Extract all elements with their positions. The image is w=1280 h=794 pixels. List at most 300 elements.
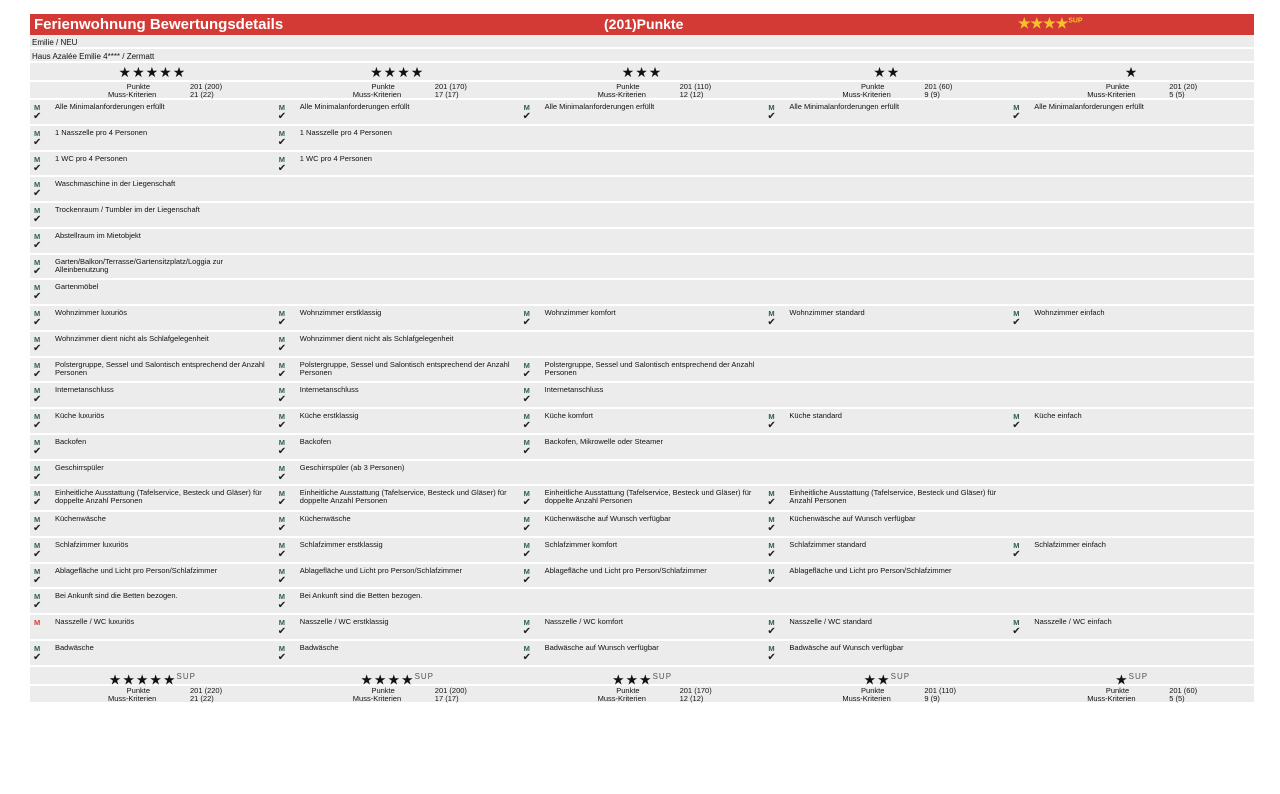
criteria-cell — [764, 461, 1009, 485]
checkmark-icon: ✔ — [33, 239, 42, 251]
criteria-label: Badwäsche — [55, 642, 94, 652]
mandatory-marker: M — [34, 643, 41, 653]
points-value: 201 (60) 5 (5) — [1169, 685, 1198, 703]
superior-marker: SUP — [414, 671, 435, 681]
checkmark-icon: ✔ — [277, 162, 287, 174]
checkmark-icon: ✔ — [1012, 111, 1021, 122]
mandatory-marker: M — [278, 643, 286, 653]
mandatory-marker: M — [34, 515, 41, 524]
checkmark-icon: ✔ — [33, 214, 42, 225]
checkmark-icon: ✔ — [33, 471, 42, 483]
criteria-cell — [275, 615, 520, 639]
checkmark-icon: ✔ — [277, 394, 287, 406]
star-rating-1-stars — [1009, 667, 1254, 688]
criteria-cell — [275, 280, 520, 304]
criteria-row — [30, 383, 1254, 409]
criteria-label: Einheitliche Ausstattung (Tafelservice, Besteck und Gläser) für doppelte Anzahl Personen — [55, 488, 262, 506]
mandatory-marker: M — [34, 154, 41, 164]
criteria-cell — [30, 564, 275, 588]
criteria-label: Backofen — [299, 436, 332, 446]
criteria-cell — [1009, 332, 1254, 356]
criteria-cell — [520, 564, 765, 588]
star-rating-2-stars — [764, 63, 1009, 80]
criteria-cell — [1009, 280, 1254, 304]
object-owner: Emilie / NEU — [30, 35, 1254, 49]
criteria-cell — [275, 435, 520, 459]
criteria-cell — [275, 203, 520, 227]
superior-marker: SUP — [1068, 17, 1083, 25]
criteria-label: Wohnzimmer komfort — [544, 308, 616, 317]
criteria-cell — [764, 538, 1009, 562]
criteria-cell — [764, 126, 1009, 150]
criteria-row — [30, 306, 1254, 332]
points-value: 201 (200) 21 (22) — [190, 82, 223, 99]
criteria-cell — [30, 152, 275, 176]
star-rating-3-stars — [520, 667, 765, 688]
criteria-cell — [520, 641, 765, 665]
checkmark-icon: ✔ — [767, 626, 776, 637]
star-rating-4-stars — [275, 667, 520, 688]
criteria-label: Schlafzimmer einfach — [1034, 539, 1106, 549]
current-rating-stars — [1018, 15, 1083, 32]
criteria-label: Küchenwäsche — [299, 514, 351, 523]
checkmark-icon: ✔ — [522, 445, 531, 457]
criteria-label: Ablagefläche und Licht pro Person/Schlafzimmer — [55, 565, 218, 575]
mandatory-marker: M — [523, 643, 530, 653]
points-summary — [275, 82, 520, 98]
star-icons: ★★★★★ — [108, 671, 177, 688]
criteria-cell — [764, 306, 1009, 330]
star-icons: ★ — [1115, 671, 1129, 688]
criteria-cell — [275, 152, 520, 176]
star-rating-1-stars — [1009, 63, 1254, 80]
checkmark-icon: ✔ — [33, 368, 42, 380]
criteria-cell — [520, 615, 765, 639]
checkmark-icon: ✔ — [33, 162, 42, 174]
checkmark-icon: ✔ — [33, 317, 42, 328]
criteria-label: Ablagefläche und Licht pro Person/Schlafzimmer — [789, 565, 952, 575]
checkmark-icon: ✔ — [277, 497, 287, 509]
criteria-cell — [30, 306, 275, 330]
criteria-row — [30, 589, 1254, 615]
criteria-label: Wohnzimmer dient nicht als Schlafgelegenheit — [299, 333, 454, 343]
mandatory-marker: M — [34, 592, 41, 602]
superior-marker: SUP — [1128, 671, 1149, 681]
criteria-label: Alle Minimalanforderungen erfüllt — [544, 102, 655, 111]
criteria-cell — [520, 177, 765, 201]
mandatory-marker: M — [278, 103, 286, 112]
criteria-label: Nasszelle / WC standard — [789, 617, 872, 626]
criteria-label: Wohnzimmer einfach — [1034, 308, 1105, 317]
criteria-label: Backofen, Mikrowelle oder Steamer — [544, 436, 663, 446]
criteria-cell — [520, 461, 765, 485]
mandatory-marker: M — [523, 515, 530, 524]
criteria-cell — [275, 409, 520, 433]
checkmark-icon: ✔ — [33, 548, 42, 560]
criteria-row — [30, 280, 1254, 306]
criteria-cell — [30, 358, 275, 382]
checkmark-icon: ✔ — [522, 368, 531, 380]
criteria-cell — [275, 229, 520, 253]
criteria-row — [30, 152, 1254, 178]
mandatory-marker: M — [34, 566, 41, 576]
criteria-cell — [1009, 512, 1254, 536]
criteria-label: Schlafzimmer luxuriös — [55, 539, 129, 549]
criteria-label: 1 WC pro 4 Personen — [299, 153, 372, 163]
checkmark-icon: ✔ — [522, 574, 531, 586]
criteria-cell — [1009, 100, 1254, 124]
checkmark-icon: ✔ — [33, 600, 42, 612]
checkmark-icon: ✔ — [522, 394, 531, 406]
superior-marker: SUP — [176, 671, 196, 681]
star-icons: ★★★★ — [360, 671, 415, 688]
criteria-label: Geschirrspüler — [55, 462, 104, 472]
points-summary — [764, 686, 1009, 702]
criteria-cell — [275, 589, 520, 613]
criteria-cell — [1009, 306, 1254, 330]
criteria-label: Küchenwäsche — [55, 514, 106, 523]
criteria-label: Trockenraum / Tumbler im der Liegenschaft — [55, 205, 200, 214]
mandatory-marker: M — [34, 283, 41, 293]
criteria-cell — [275, 255, 520, 279]
criteria-label: Küche standard — [789, 411, 842, 420]
mandatory-marker: M — [768, 489, 775, 499]
criteria-label: Wohnzimmer luxuriös — [55, 308, 127, 317]
mandatory-marker: M — [768, 643, 775, 653]
points-value: 201 (220) 21 (22) — [190, 685, 223, 703]
star-icons: ★★★ — [621, 64, 663, 80]
mandatory-marker: M — [278, 386, 286, 396]
checkmark-icon: ✔ — [277, 368, 287, 380]
criteria-label: Garten/Balkon/Terrasse/Gartensitzplatz/Loggia zur Alleinbenutzung — [55, 256, 223, 274]
points-value: 201 (200) 17 (17) — [434, 685, 467, 703]
mandatory-marker: M — [34, 618, 41, 627]
checkmark-icon: ✔ — [277, 317, 287, 328]
top-star-row — [30, 63, 1254, 82]
criteria-row — [30, 100, 1254, 126]
criteria-cell — [30, 229, 275, 253]
points-value: 201 (110) 9 (9) — [924, 685, 956, 703]
criteria-cell — [1009, 461, 1254, 485]
criteria-label: Küche einfach — [1034, 411, 1082, 420]
criteria-cell — [520, 435, 765, 459]
points-label: Punkte Muss-Kriterien — [108, 82, 157, 99]
checkmark-icon: ✔ — [767, 420, 776, 431]
mandatory-marker: M — [768, 515, 775, 524]
criteria-row — [30, 486, 1254, 512]
criteria-row — [30, 358, 1254, 384]
criteria-cell — [30, 332, 275, 356]
mandatory-marker: M — [278, 128, 286, 138]
criteria-cell — [1009, 126, 1254, 150]
points-value: 201 (170) 17 (17) — [434, 82, 467, 99]
criteria-cell — [1009, 538, 1254, 562]
criteria-cell — [764, 100, 1009, 124]
criteria-cell — [1009, 177, 1254, 201]
criteria-cell — [1009, 435, 1254, 459]
mandatory-marker: M — [523, 360, 530, 370]
star-rating-2-stars — [764, 667, 1009, 688]
mandatory-marker: M — [1013, 412, 1020, 421]
criteria-cell — [520, 512, 765, 536]
checkmark-icon: ✔ — [277, 626, 287, 637]
criteria-cell — [30, 486, 275, 510]
criteria-label: Badwäsche — [299, 642, 339, 652]
mandatory-marker: M — [278, 154, 286, 164]
criteria-cell — [275, 332, 520, 356]
checkmark-icon: ✔ — [277, 342, 287, 354]
criteria-label: Schlafzimmer standard — [789, 539, 867, 549]
criteria-cell — [275, 641, 520, 665]
checkmark-icon: ✔ — [522, 420, 531, 431]
criteria-cell — [764, 255, 1009, 279]
mandatory-marker: M — [34, 206, 41, 215]
criteria-cell — [520, 332, 765, 356]
mandatory-marker: M — [278, 540, 286, 550]
criteria-label: Badwäsche auf Wunsch verfügbar — [544, 642, 659, 652]
star-icons: ★★★★★ — [118, 64, 187, 80]
criteria-row — [30, 177, 1254, 203]
checkmark-icon: ✔ — [33, 136, 42, 148]
criteria-cell — [1009, 589, 1254, 613]
criteria-cell — [764, 383, 1009, 407]
criteria-cell — [1009, 358, 1254, 382]
criteria-cell — [1009, 409, 1254, 433]
mandatory-marker: M — [34, 309, 41, 318]
mandatory-marker: M — [278, 334, 286, 344]
criteria-label: Küchenwäsche auf Wunsch verfügbar — [789, 514, 916, 523]
checkmark-icon: ✔ — [1012, 548, 1021, 560]
criteria-cell — [1009, 152, 1254, 176]
criteria-cell — [30, 512, 275, 536]
mandatory-marker: M — [34, 257, 41, 267]
criteria-cell — [764, 177, 1009, 201]
criteria-label: Alle Minimalanforderungen erfüllt — [55, 102, 165, 111]
points-summary — [275, 686, 520, 702]
checkmark-icon: ✔ — [33, 420, 42, 431]
criteria-cell — [30, 615, 275, 639]
criteria-label: Schlafzimmer komfort — [544, 539, 618, 549]
criteria-cell — [764, 512, 1009, 536]
points-label: Punkte Muss-Kriterien — [597, 685, 646, 703]
criteria-cell — [520, 306, 765, 330]
criteria-row — [30, 615, 1254, 641]
checkmark-icon: ✔ — [1012, 626, 1021, 637]
mandatory-marker: M — [278, 437, 286, 447]
criteria-cell — [275, 306, 520, 330]
criteria-cell — [1009, 615, 1254, 639]
criteria-cell — [764, 641, 1009, 665]
criteria-label: Alle Minimalanforderungen erfüllt — [1034, 102, 1144, 111]
star-rating-3-stars — [520, 63, 765, 80]
checkmark-icon: ✔ — [277, 471, 287, 483]
criteria-cell — [30, 383, 275, 407]
mandatory-marker: M — [523, 566, 530, 576]
criteria-label: Einheitliche Ausstattung (Tafelservice, Besteck und Gläser) für doppelte Anzahl Personen — [299, 488, 507, 506]
criteria-cell — [275, 100, 520, 124]
mandatory-marker: M — [278, 618, 286, 627]
criteria-cell — [764, 564, 1009, 588]
criteria-label: Nasszelle / WC einfach — [1034, 617, 1112, 626]
points-summary — [520, 686, 765, 702]
criteria-cell — [275, 126, 520, 150]
checkmark-icon: ✔ — [33, 445, 42, 457]
criteria-cell — [520, 589, 765, 613]
checkmark-icon: ✔ — [33, 342, 42, 354]
checkmark-icon: ✔ — [522, 548, 531, 560]
criteria-cell — [520, 229, 765, 253]
mandatory-marker: M — [278, 489, 286, 499]
star-icons: ★★★ — [611, 671, 653, 688]
criteria-cell — [30, 589, 275, 613]
mandatory-marker: M — [278, 360, 286, 370]
criteria-label: Wohnzimmer standard — [789, 308, 865, 317]
points-summary — [1009, 686, 1254, 702]
criteria-label: Badwäsche auf Wunsch verfügbar — [789, 642, 904, 652]
rating-star-icons: ★★★★ — [1018, 15, 1069, 31]
star-rating-4-stars — [275, 63, 520, 80]
criteria-cell — [1009, 255, 1254, 279]
points-summary — [1009, 82, 1254, 98]
checkmark-icon: ✔ — [767, 548, 776, 560]
checkmark-icon: ✔ — [767, 651, 776, 663]
points-label: Punkte Muss-Kriterien — [842, 82, 891, 99]
criteria-cell — [275, 486, 520, 510]
criteria-cell — [1009, 564, 1254, 588]
criteria-label: Wohnzimmer dient nicht als Schlafgelegenheit — [55, 333, 209, 343]
mandatory-marker: M — [523, 618, 530, 627]
checkmark-icon: ✔ — [277, 600, 287, 612]
criteria-cell — [764, 486, 1009, 510]
criteria-label: Bei Ankunft sind die Betten bezogen. — [299, 591, 423, 601]
page-title: Ferienwohnung Bewertungsdetails — [34, 16, 284, 33]
criteria-cell — [275, 383, 520, 407]
criteria-cell — [520, 152, 765, 176]
criteria-label: Polstergruppe, Sessel und Salontisch entsprechend der Anzahl Personen — [544, 359, 755, 377]
criteria-cell — [1009, 229, 1254, 253]
criteria-cell — [1009, 641, 1254, 665]
superior-marker: SUP — [652, 671, 673, 681]
star-rating-5-stars — [30, 667, 275, 688]
criteria-label: Schlafzimmer erstklassig — [299, 539, 383, 549]
object-address: Haus Azalée Emilie 4**** / Zermatt — [30, 49, 1254, 63]
checkmark-icon: ✔ — [522, 626, 531, 637]
checkmark-icon: ✔ — [277, 445, 287, 457]
checkmark-icon: ✔ — [33, 394, 42, 406]
mandatory-marker: M — [523, 540, 530, 550]
criteria-cell — [520, 280, 765, 304]
criteria-label: Backofen — [55, 436, 87, 446]
points-label: Punkte Muss-Kriterien — [352, 82, 402, 99]
total-points: (201)Punkte — [604, 16, 684, 32]
criteria-row — [30, 409, 1254, 435]
checkmark-icon: ✔ — [277, 523, 287, 534]
checkmark-icon: ✔ — [767, 111, 776, 122]
criteria-cell — [275, 461, 520, 485]
checkmark-icon: ✔ — [277, 651, 287, 663]
checkmark-icon: ✔ — [277, 420, 287, 431]
mandatory-marker: M — [34, 463, 41, 473]
mandatory-marker: M — [34, 334, 41, 344]
criteria-cell — [520, 203, 765, 227]
criteria-cell — [30, 641, 275, 665]
criteria-label: Ablagefläche und Licht pro Person/Schlafzimmer — [544, 565, 707, 575]
points-value: 201 (170) 12 (12) — [679, 685, 712, 703]
criteria-label: Ablagefläche und Licht pro Person/Schlafzimmer — [299, 565, 462, 575]
criteria-cell — [30, 255, 275, 279]
bottom-star-row — [30, 667, 1254, 686]
criteria-label: Nasszelle / WC luxuriös — [55, 617, 135, 626]
top-points-row — [30, 82, 1254, 100]
criteria-cell — [764, 409, 1009, 433]
mandatory-marker: M — [278, 309, 286, 318]
checkmark-icon: ✔ — [522, 111, 531, 122]
criteria-cell — [520, 100, 765, 124]
mandatory-marker: M — [278, 592, 286, 602]
mandatory-marker: M — [1013, 309, 1020, 318]
criteria-label: Abstellraum im Mietobjekt — [55, 230, 141, 240]
superior-marker: SUP — [890, 671, 911, 681]
points-value: 201 (110) 12 (12) — [679, 82, 712, 99]
criteria-row — [30, 126, 1254, 152]
criteria-cell — [764, 358, 1009, 382]
criteria-label: Küchenwäsche auf Wunsch verfügbar — [544, 514, 671, 523]
criteria-row — [30, 255, 1254, 281]
points-value: 201 (60) 9 (9) — [924, 82, 953, 99]
criteria-cell — [30, 435, 275, 459]
points-summary — [520, 82, 765, 98]
criteria-label: Internetanschluss — [55, 385, 114, 395]
mandatory-marker: M — [523, 309, 530, 318]
criteria-cell — [520, 126, 765, 150]
bottom-points-row — [30, 686, 1254, 704]
checkmark-icon: ✔ — [767, 523, 776, 534]
mandatory-marker: M — [34, 386, 41, 396]
criteria-cell — [1009, 383, 1254, 407]
mandatory-marker: M — [523, 489, 530, 499]
checkmark-icon: ✔ — [33, 111, 42, 122]
criteria-cell — [275, 538, 520, 562]
criteria-cell — [764, 229, 1009, 253]
criteria-cell — [30, 409, 275, 433]
checkmark-icon: ✔ — [33, 265, 42, 277]
points-value: 201 (20) 5 (5) — [1169, 82, 1198, 99]
checkmark-icon: ✔ — [522, 497, 531, 509]
criteria-label: Wohnzimmer erstklassig — [299, 308, 382, 317]
checkmark-icon: ✔ — [767, 574, 776, 586]
criteria-cell — [520, 255, 765, 279]
points-label: Punkte Muss-Kriterien — [842, 685, 891, 703]
points-label: Punkte Muss-Kriterien — [1087, 685, 1136, 703]
checkmark-icon: ✔ — [1012, 420, 1021, 431]
checkmark-icon: ✔ — [33, 523, 42, 534]
criteria-label: Gartenmöbel — [55, 282, 99, 292]
criteria-row — [30, 229, 1254, 255]
criteria-cell — [764, 589, 1009, 613]
mandatory-marker: M — [523, 412, 530, 421]
criteria-label: Küche komfort — [544, 411, 593, 420]
criteria-label: Nasszelle / WC erstklassig — [299, 617, 389, 626]
mandatory-marker: M — [768, 103, 775, 112]
criteria-label: Nasszelle / WC komfort — [544, 617, 623, 626]
mandatory-marker: M — [278, 412, 286, 421]
mandatory-marker: M — [34, 437, 41, 447]
criteria-row — [30, 512, 1254, 538]
criteria-label: Alle Minimalanforderungen erfüllt — [789, 102, 900, 111]
criteria-cell — [275, 358, 520, 382]
criteria-cell — [764, 152, 1009, 176]
points-summary — [764, 82, 1009, 98]
